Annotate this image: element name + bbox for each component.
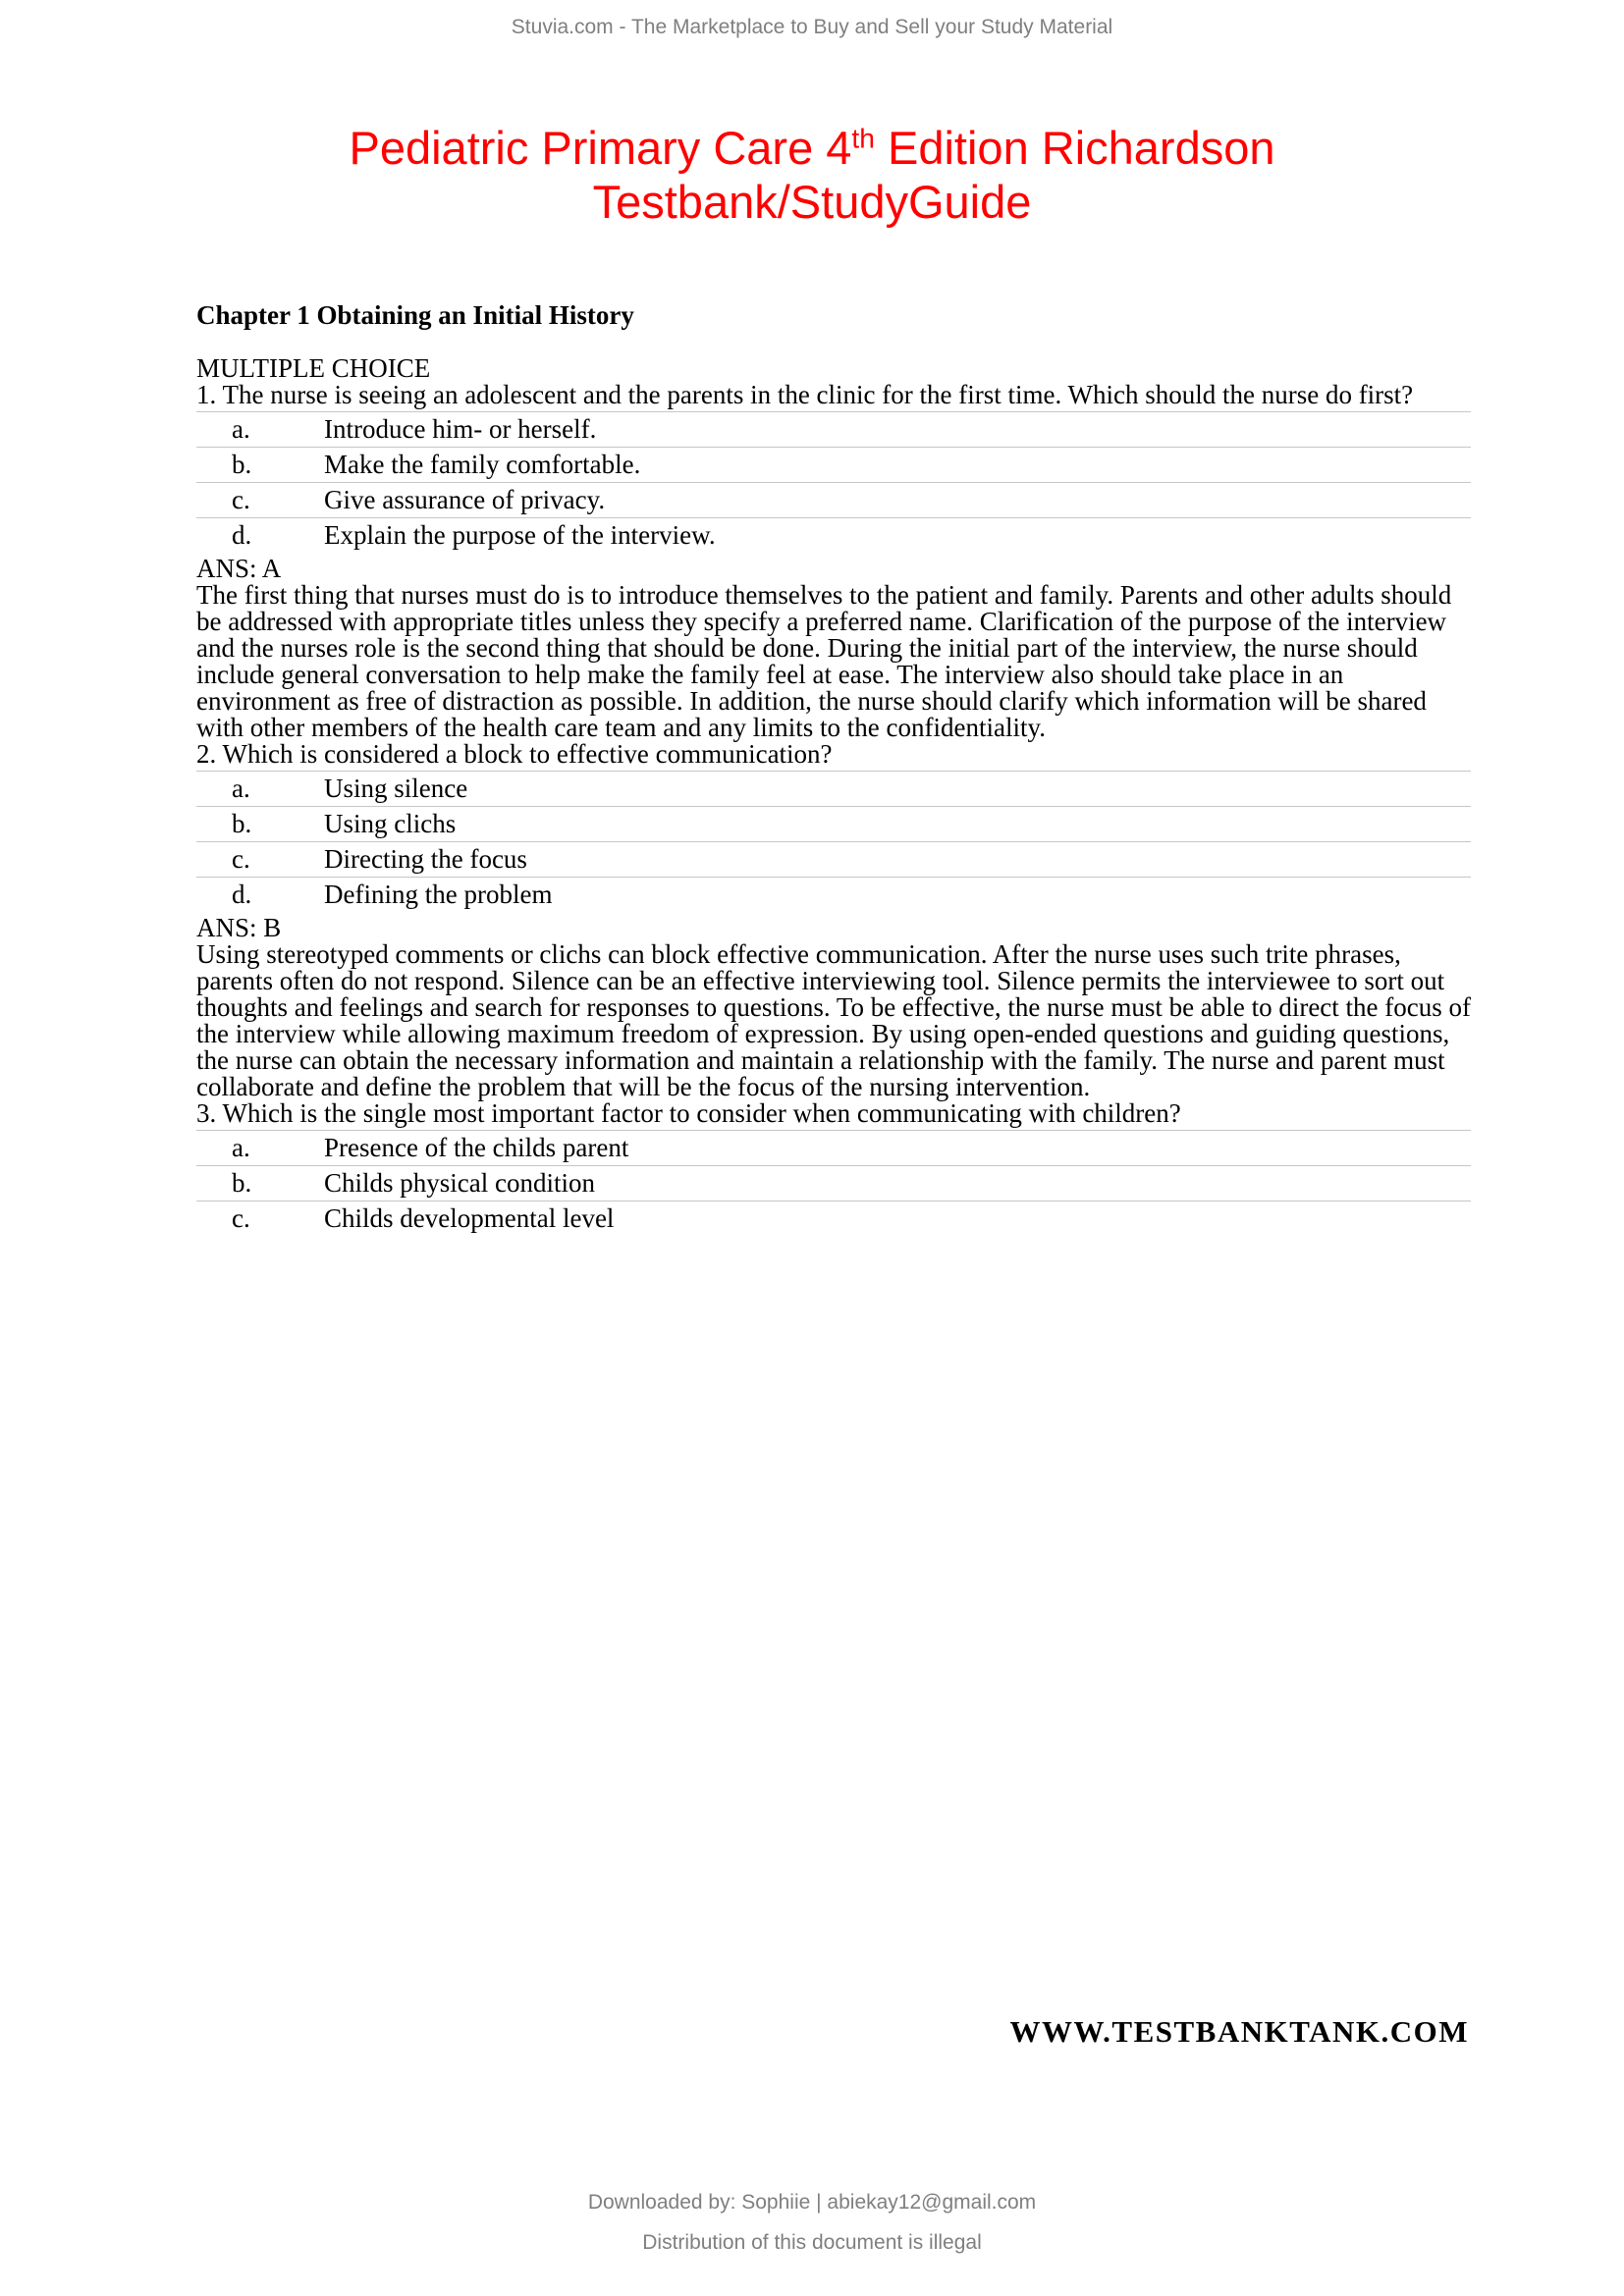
option-letter: a. — [232, 1133, 250, 1162]
question-2-answer: ANS: B — [196, 913, 282, 942]
option-text: Give assurance of privacy. — [324, 485, 606, 514]
option-row — [196, 412, 1471, 448]
option-row — [196, 807, 1471, 842]
option-text: Introduce him- or herself. — [324, 414, 597, 444]
section-label: MULTIPLE CHOICE — [196, 353, 431, 383]
option-row — [196, 842, 1471, 878]
option-row — [196, 448, 1471, 483]
testbanktank-watermark: WWW.TESTBANKTANK.COM — [1009, 2014, 1469, 2049]
option-row — [196, 1131, 1471, 1166]
option-row — [196, 772, 1471, 807]
option-text: Childs physical condition — [324, 1168, 595, 1198]
question-2-options — [196, 771, 1471, 912]
question-3-options — [196, 1130, 1471, 1236]
option-letter: a. — [232, 414, 250, 444]
option-row — [196, 518, 1471, 553]
chapter-heading: Chapter 1 Obtaining an Initial History — [196, 300, 634, 330]
option-text: Make the family comfortable. — [324, 450, 641, 479]
question-1-text: 1. The nurse is seeing an adolescent and the parents in the clinic for the first time. Which should the nurse do first? — [196, 380, 1414, 409]
title-line1-rest: Edition Richardson — [874, 122, 1275, 174]
question-2-text: 2. Which is considered a block to effective communication? — [196, 739, 833, 769]
document-title — [0, 122, 1624, 229]
option-row — [196, 878, 1471, 912]
question-1-options — [196, 411, 1471, 553]
option-text: Childs developmental level — [324, 1203, 615, 1233]
option-text: Presence of the childs parent — [324, 1133, 629, 1162]
option-letter: b. — [232, 450, 252, 479]
question-2-rationale: Using stereotyped comments or clichs can block effective communication. After the nurse uses such trite phrases, parents often do not respond. Silence can be an effective interviewing tool. Silence permits the interviewee to sort out thoughts and feelings and search for responses to questions. To be effective, the nurse must be able to direct the focus of the interview while allowing maximum freedom of expression. By using open-ended questions and guiding questions, the nurse can obtain the necessary information and maintain a relationship with the family. The nurse and parent must collaborate and define the problem that will be the focus of the nursing intervention. — [196, 939, 1472, 1101]
document-body — [196, 302, 1471, 1239]
option-text: Defining the problem — [324, 880, 553, 909]
option-letter: b. — [232, 809, 252, 838]
question-1-answer: ANS: A — [196, 554, 282, 583]
option-row — [196, 1166, 1471, 1201]
option-row — [196, 483, 1471, 518]
footer-downloaded-by: Downloaded by: Sophiie | abiekay12@gmail.com — [587, 2191, 1037, 2214]
option-row — [196, 1201, 1471, 1236]
option-letter: c. — [232, 1203, 250, 1233]
page-footer — [0, 2191, 1624, 2255]
footer-legal-notice: Distribution of this document is illegal — [642, 2231, 982, 2254]
question-1-rationale: The first thing that nurses must do is to introduce themselves to the patient and family. Parents and other adults should be addressed with appropriate titles unless they specify a preferred name. Clarification of the purpose of the interview and the nurses role is the second thing that should be done. During the initial part of the interview, the nurse should include general conversation to help make the family feel at ease. The interview also should take place in an environment as free of distraction as possible. In addition, the nurse should clarify which information will be shared with other members of the health care team and any limits to the confidentiality. — [196, 580, 1452, 742]
option-letter: d. — [232, 880, 252, 909]
question-3-text: 3. Which is the single most important factor to consider when communicating with children? — [196, 1098, 1181, 1128]
option-text: Directing the focus — [324, 844, 527, 874]
title-line2: Testbank/StudyGuide — [592, 175, 1032, 228]
title-line1 — [349, 122, 1274, 174]
title-line1-text: Pediatric Primary Care 4 — [349, 122, 852, 174]
title-superscript: th — [851, 122, 875, 154]
option-letter: b. — [232, 1168, 252, 1198]
option-letter: c. — [232, 485, 250, 514]
option-text: Using clichs — [324, 809, 457, 838]
stuvia-watermark: Stuvia.com - The Marketplace to Buy and Sell your Study Material — [511, 16, 1113, 38]
option-text: Explain the purpose of the interview. — [324, 520, 716, 550]
option-letter: c. — [232, 844, 250, 874]
option-letter: d. — [232, 520, 252, 550]
option-text: Using silence — [324, 774, 468, 803]
option-letter: a. — [232, 774, 250, 803]
